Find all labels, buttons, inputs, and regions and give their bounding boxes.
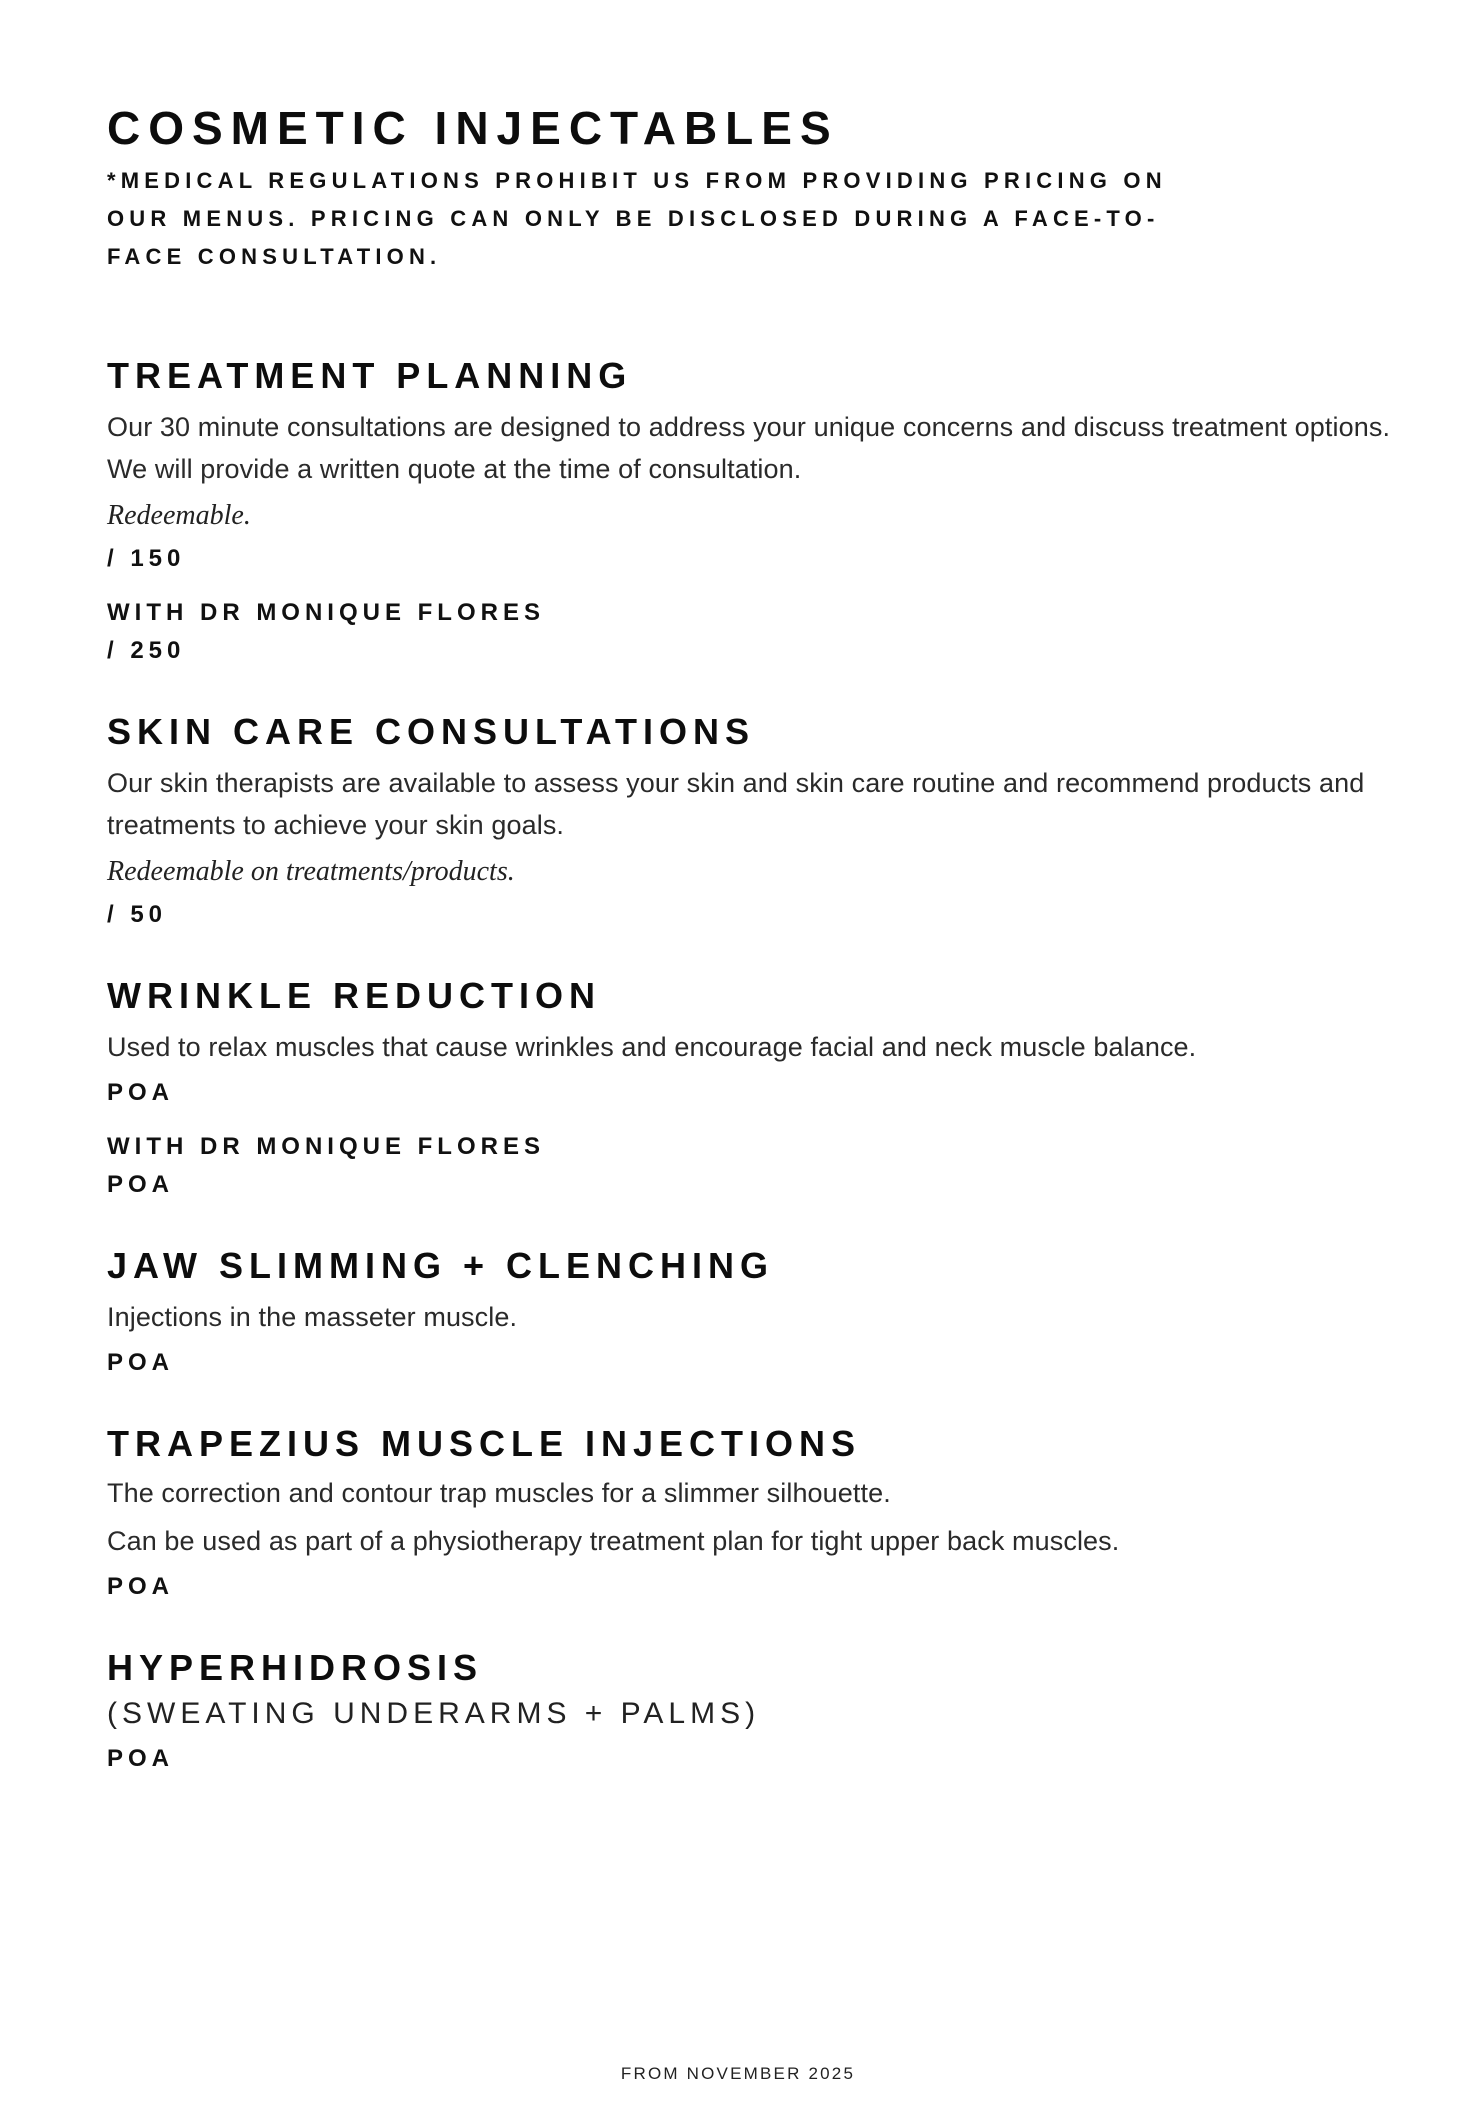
doctor-option-label: WITH DR MONIQUE FLORES xyxy=(107,599,545,626)
section-title: TRAPEZIUS MUSCLE INJECTIONS xyxy=(107,1423,862,1464)
section-treatment-planning xyxy=(107,354,1407,668)
price: / 150 xyxy=(107,545,186,572)
section-hyperhidrosis xyxy=(107,1646,1407,1776)
price: POA xyxy=(107,1349,175,1376)
menu-page xyxy=(107,100,1407,1776)
page-title: COSMETIC INJECTABLES xyxy=(107,102,839,154)
section-description-secondary: Can be used as part of a physiotherapy treatment plan for tight upper back muscles. xyxy=(107,1526,1120,1556)
doctor-option-price: POA xyxy=(107,1171,175,1198)
section-wrinkle-reduction xyxy=(107,974,1407,1202)
section-description: The correction and contour trap muscles for a slimmer silhouette. xyxy=(107,1478,891,1508)
section-description: Our 30 minute consultations are designed to address your unique concerns and discuss treatment options. We will provide a written quote at the time of consultation. xyxy=(107,412,1391,484)
doctor-option-label: WITH DR MONIQUE FLORES xyxy=(107,1133,545,1160)
doctor-option-price: / 250 xyxy=(107,637,186,664)
pricing-disclaimer: *MEDICAL REGULATIONS PROHIBIT US FROM PROVIDING PRICING ON OUR MENUS. PRICING CAN ONLY BE DISCLOSED DURING A FACE-TO-FACE CONSULTATION. xyxy=(107,168,1167,269)
section-subtitle: (SWEATING UNDERARMS + PALMS) xyxy=(107,1697,761,1730)
section-description: Injections in the masseter muscle. xyxy=(107,1302,518,1332)
section-title: HYPERHIDROSIS xyxy=(107,1647,484,1688)
section-description: Used to relax muscles that cause wrinkles and encourage facial and neck muscle balance. xyxy=(107,1032,1197,1062)
section-trapezius-injections xyxy=(107,1422,1407,1604)
section-jaw-slimming xyxy=(107,1244,1407,1380)
section-title: WRINKLE REDUCTION xyxy=(107,975,601,1016)
price: / 50 xyxy=(107,901,168,928)
section-description: Our skin therapists are available to assess your skin and skin care routine and recommend products and treatments to achieve your skin goals. xyxy=(107,768,1365,840)
section-skin-care-consultations xyxy=(107,710,1407,932)
section-title: TREATMENT PLANNING xyxy=(107,355,633,396)
price: POA xyxy=(107,1573,175,1600)
section-title: JAW SLIMMING + CLENCHING xyxy=(107,1245,775,1286)
section-title: SKIN CARE CONSULTATIONS xyxy=(107,711,755,752)
redeemable-note: Redeemable. xyxy=(107,500,251,531)
redeemable-note: Redeemable on treatments/products. xyxy=(107,856,515,887)
price: POA xyxy=(107,1079,175,1106)
effective-date-footer: FROM NOVEMBER 2025 xyxy=(620,2064,856,2083)
price: POA xyxy=(107,1745,175,1772)
